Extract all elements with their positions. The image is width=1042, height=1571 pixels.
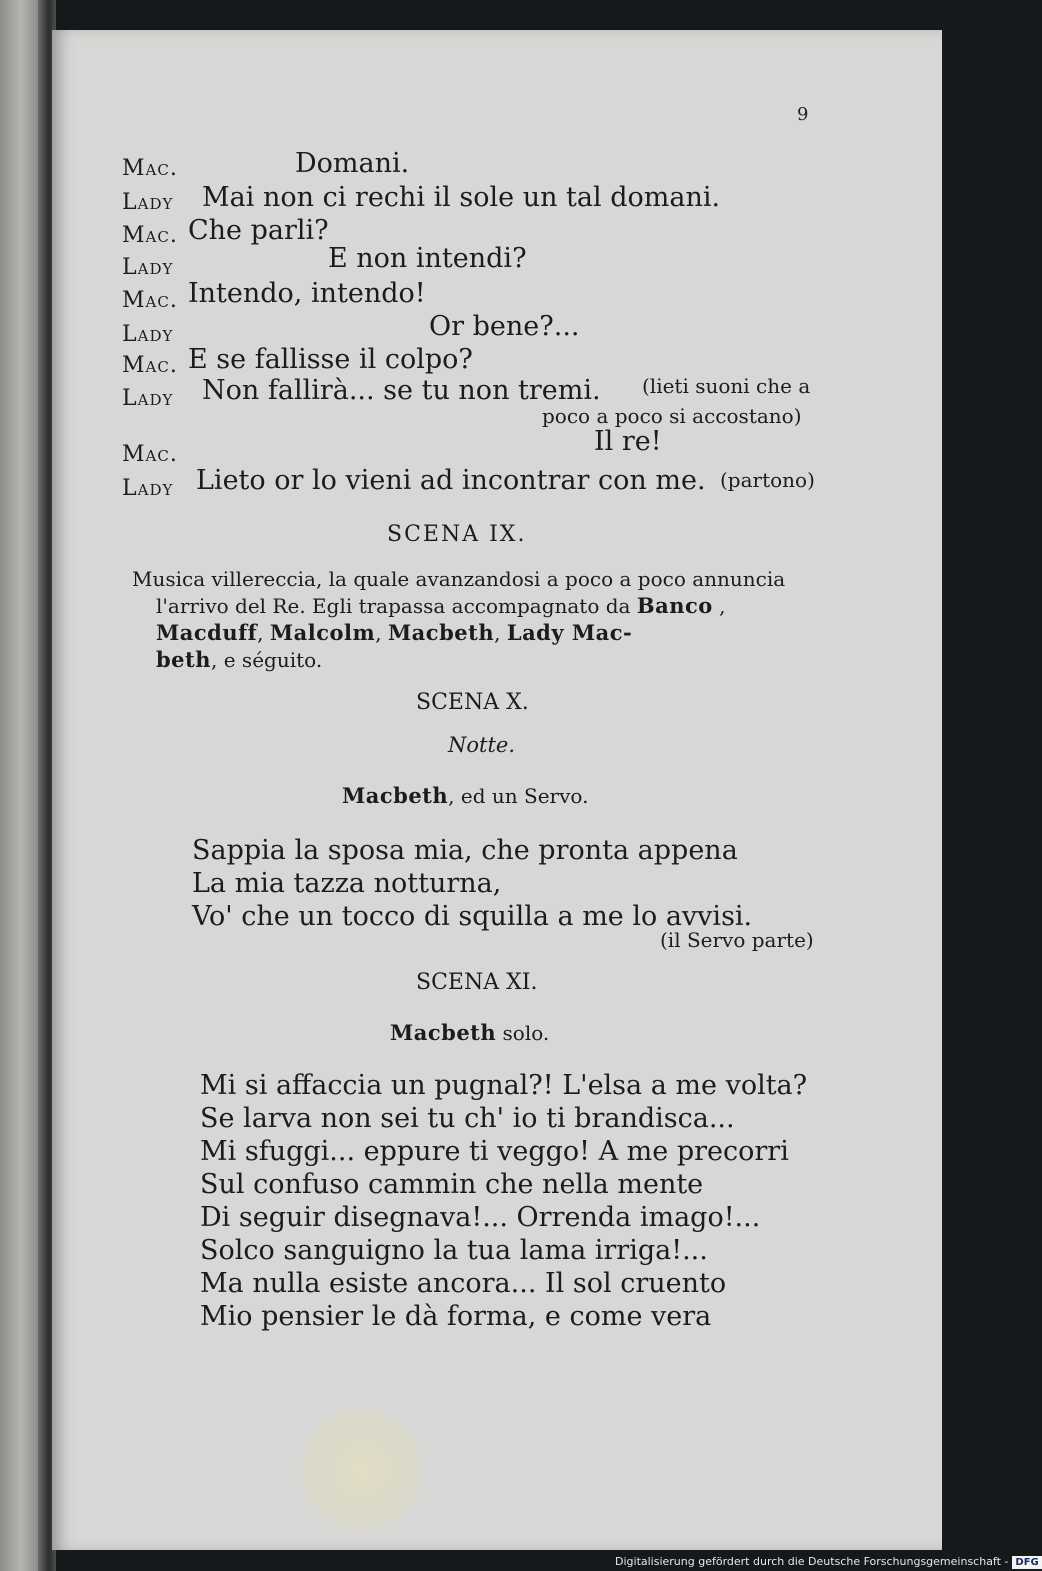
verse-line: Se larva non sei tu ch' io ti brandisca... xyxy=(200,1103,735,1134)
character-name: Lady Mac- xyxy=(506,620,633,645)
scene-description: Musica villereccia, la quale avanzandosi a poco a poco annuncia xyxy=(132,567,786,591)
character-name: Macduff xyxy=(156,620,258,645)
scene-cast xyxy=(390,1020,549,1045)
scene-setting: Notte. xyxy=(448,733,515,757)
scene-cast-text: solo. xyxy=(502,1021,550,1045)
stage-direction: (lieti suoni che a xyxy=(642,374,811,398)
page-number: 9 xyxy=(797,104,809,125)
verse-line: La mia tazza notturna, xyxy=(192,868,502,899)
dialogue-line: Non fallirà... se tu non tremi. xyxy=(202,375,601,406)
punctuation: , xyxy=(494,621,507,645)
speaker-label: Mac. xyxy=(122,223,178,248)
verse-line: Solco sanguigno la tua lama irriga!... xyxy=(200,1235,708,1266)
book-page xyxy=(52,30,942,1550)
dialogue-line: Or bene?... xyxy=(429,311,580,342)
scene-title: SCENA IX. xyxy=(387,522,527,547)
speaker-label: Lady xyxy=(122,190,174,215)
verse-line: Sappia la sposa mia, che pronta appena xyxy=(192,835,738,866)
verse-line: Vo' che un tocco di squilla a me lo avvisi. xyxy=(192,901,753,932)
speaker-label: Lady xyxy=(122,476,174,501)
dialogue-line: Il re! xyxy=(594,426,662,457)
scene-title: SCENA X. xyxy=(416,690,529,715)
scene-description-text: l'arrivo del Re. Egli trapassa accompagnato da xyxy=(156,594,631,618)
dialogue-line: Intendo, intendo! xyxy=(188,278,426,309)
speaker-label: Mac. xyxy=(122,442,178,467)
stage-direction: (partono) xyxy=(720,468,815,492)
dialogue-line: Mai non ci rechi il sole un tal domani. xyxy=(202,182,721,213)
scene-description xyxy=(156,593,725,618)
verse-line: Mio pensier le dà forma, e come vera xyxy=(200,1301,712,1332)
verse-line: Ma nulla esiste ancora... Il sol cruento xyxy=(200,1268,727,1299)
scene-cast xyxy=(342,783,588,808)
stage-direction: poco a poco si accostano) xyxy=(542,404,802,428)
verse-line: Di seguir disegnava!... Orrenda imago!... xyxy=(200,1202,761,1233)
dialogue-line: E non intendi? xyxy=(328,243,527,274)
scene-title: SCENA XI. xyxy=(416,970,538,995)
stage-direction: (il Servo parte) xyxy=(660,928,814,952)
character-name: Banco xyxy=(636,593,713,618)
character-name: Malcolm xyxy=(269,620,376,645)
scene-description-text: , e séguito. xyxy=(211,648,323,672)
character-name: Macbeth xyxy=(387,620,495,645)
digitization-footer xyxy=(615,1553,1039,1571)
footer-text: Digitalisierung gefördert durch die Deutsche Forschungsgemeinschaft - xyxy=(615,1555,1009,1568)
speaker-label: Lady xyxy=(122,255,174,280)
dialogue-line: Lieto or lo vieni ad incontrar con me. xyxy=(196,465,706,496)
verse-line: Mi sfuggi... eppure ti veggo! A me precorri xyxy=(200,1136,789,1167)
speaker-label: Mac. xyxy=(122,288,178,313)
dialogue-line: E se fallisse il colpo? xyxy=(188,344,473,375)
punctuation: , xyxy=(719,594,726,618)
dialogue-line: Domani. xyxy=(295,148,410,179)
character-name: beth xyxy=(156,647,212,672)
scene-description xyxy=(156,647,322,672)
paper-stain xyxy=(302,1410,422,1530)
verse-line: Mi si affaccia un pugnal?! L'elsa a me volta? xyxy=(200,1070,808,1101)
character-name: Macbeth xyxy=(390,1020,497,1045)
speaker-label: Lady xyxy=(122,386,174,411)
character-name: Macbeth xyxy=(342,783,449,808)
dfg-logo: DFG xyxy=(1012,1556,1041,1569)
speaker-label: Mac. xyxy=(122,156,178,181)
dialogue-line: Che parli? xyxy=(188,215,329,246)
punctuation: , xyxy=(375,621,388,645)
speaker-label: Mac. xyxy=(122,353,178,378)
verse-line: Sul confuso cammin che nella mente xyxy=(200,1169,704,1200)
punctuation: , xyxy=(257,621,270,645)
speaker-label: Lady xyxy=(122,322,174,347)
scene-cast-text: , ed un Servo. xyxy=(448,784,589,808)
scene-description xyxy=(156,620,632,645)
